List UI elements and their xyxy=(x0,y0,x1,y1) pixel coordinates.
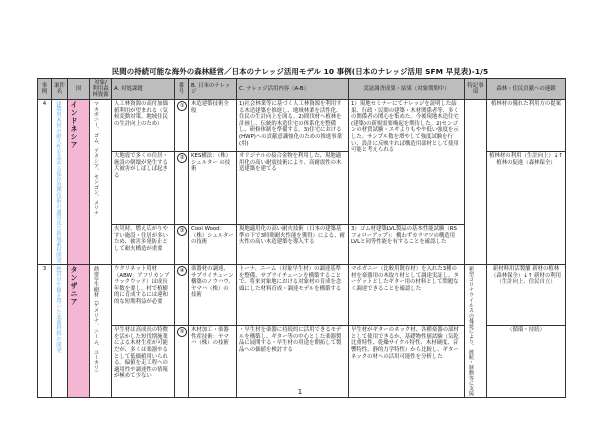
header-content: C. ナレッジ活用内容（A-B） xyxy=(237,79,349,100)
knowledge-cell: Cool Wood：（株）シェルター の技術 xyxy=(189,225,237,265)
country-name: タンザニア xyxy=(70,266,78,306)
content-cell: 1)社会林業等に基づく人工林資源を利用する木造建築を推進し、地域林業を活性化、住民の生計向上を図る。2)間伐材へ植林を計画し、伝統的木造住宅の体系化を整備し、研修体制を準備する。3)住宅における(HWP)への貢献意識強化のための推進事業(用) xyxy=(237,100,349,152)
material-cell xyxy=(90,100,112,265)
link-cell: 植林材の優れた利用方の提案 xyxy=(487,100,566,152)
notes-cell xyxy=(465,265,487,398)
table-row xyxy=(38,326,566,398)
material-text: 熱帯早生樹材（ゲメリナ、ニーム、ユーカリ） xyxy=(93,266,99,376)
case-name-text: 建築用木材の耐久性を高める保存処理技術の適用及び新規素材開発 xyxy=(55,101,61,263)
number-badge: ⑤ xyxy=(177,327,187,337)
num-cell xyxy=(175,152,189,225)
notes-cell xyxy=(465,100,487,265)
header-knowledge: B. 日本のナレッジ xyxy=(189,79,237,100)
result-cell: 早生材がギターのネック材、各種楽器の部材として使用できるか、基礎物性値試験（気乾比重特性、乾燥サイクル特性、木材硬度、音響特性、静的力学特性）から比較し、ギターネックの材への活用可能性を分析した xyxy=(349,326,465,398)
challenge-cell: 火災時、燃え広がりやすい施設・住居が多いため、被害多発防止として耐火構造が重要 xyxy=(112,225,175,265)
knowledge-table xyxy=(37,78,566,398)
number-badge: ③ xyxy=(177,226,187,236)
content-cell: オリジナルの接合金物を利用した、現地適用化の高い耐震技術により、高耐震性の木造建築を建てる xyxy=(237,152,349,225)
link-cell: 植林材の利用（生計向上）↓↑ 植林の促進（森林保全） xyxy=(487,152,566,265)
num-cell xyxy=(175,225,189,265)
num-cell xyxy=(175,100,189,152)
challenge-cell: ウクリネット用材（ABW：アフリカンブラックウッド）は成長年数を要し、村で植樹的に育成するには違和的な短期利益が必要 xyxy=(112,265,175,326)
header-material: 対象/利用森林資源 xyxy=(90,79,112,100)
case-number: 4 xyxy=(38,100,52,265)
country-cell xyxy=(68,265,90,398)
knowledge-cell: KES構法：（株）シェルター の技術 xyxy=(189,152,237,225)
case-name xyxy=(52,100,68,265)
page-title: 民間の持続可能な海外の森林経営／日本のナレッジ活用モデル 10 事例(日本のナレッジ活用 SFM 早見表)-1/5 xyxy=(111,67,489,76)
knowledge-cell: 木造建築技術全般 xyxy=(189,100,237,152)
result-cell: マホガニー（比較用既存材）を入れた3種の材を楽器用の木取り材として調達実証し、ターゲットとしたギター用の材料として問題なく調達できることを確認した xyxy=(349,265,465,326)
case-name-text: 熱帯早生樹を用いた楽器材料の開発 xyxy=(55,266,61,353)
case-name xyxy=(52,265,68,398)
case-number: 3 xyxy=(38,265,52,398)
material-text: マカボニー、ゴム、アカシア、センゴン、メリナ xyxy=(93,101,99,216)
link-cell: 新材料用活製舗 新材の植林（森林保全）↓↑ 新材の利用（生計向上、住民自立） xyxy=(487,265,566,326)
num-cell xyxy=(175,326,189,398)
content-cell: 現地適用化の高い耐火技術（日本の建築基準の下で3時間耐火性能を獲得）による、耐火性の高い木造建築を導入する xyxy=(237,225,349,265)
knowledge-cell: 木材加工・楽器性産技術：ヤマハ（株）の技術 xyxy=(189,326,237,398)
header-num: 番号 xyxy=(175,79,189,100)
page-number: 1 xyxy=(297,388,303,396)
link-cell: （循環・持続） xyxy=(487,326,566,398)
header-row xyxy=(38,79,566,100)
result-cell: 3）ゴム材建築LVL製品の基本性能試験（RS フォローアップ）：構わずカラマツの構造用LVLと同等性能を有することを確認した xyxy=(349,225,465,265)
header-challenge: A. 対処課題 xyxy=(112,79,175,100)
challenge-cell: 人工林資源の高付加価値利用が望まれる（気候変動対策、地域住民の生計向上のため） xyxy=(112,100,175,152)
challenge-cell: 大地震で多くの住居・施設の倒壊が発生する大被害がしばしば起きる xyxy=(112,152,175,225)
notes-text: 新型コロナウイルスの蔓延により、渡航・移動等に支障 xyxy=(468,266,474,396)
header-no: 事例 xyxy=(38,79,52,100)
table-row xyxy=(38,265,566,326)
table-row xyxy=(38,100,566,152)
header-notes: 特記事項 xyxy=(465,79,487,100)
header-country: 国 xyxy=(68,79,90,100)
challenge-cell: 早生材は高成長の特徴を活かした短伐期施業による木材生産が可能だが、多くは楽器やるとして低価値用いられる。偏値を走工程への適用性や調達性の情報が極めて少ない xyxy=(112,326,175,398)
knowledge-cell: 楽器材の調達、サプライチェーン構築のノウハウ、ヤマハ（株）の技術 xyxy=(189,265,237,326)
country-cell xyxy=(68,100,90,265)
result-cell: 1）現地セミナーにてナレッジを説明した結果、行政・民間の建築・木材関係者等、多くの関係者の関心を集めた。今後現地木造住宅(建築)の新規需要喚起を期待した。2)センゴンの材質試験・スギよりもやや低い強度を示した。サンプル数を増やして強度試験を行い、設計に反映すれば構造用部材として使用可能と考えられる xyxy=(349,100,465,225)
number-badge: ④ xyxy=(177,266,187,276)
country-name: インドネシア xyxy=(70,101,78,149)
header-link: 森林・住民貢献への連鎖 xyxy=(487,79,566,100)
content-cell: ・早生材を楽器に持続的に活用できるモデルを構築し、ギター等の中心とした楽器製品に展開する・早生材の用途を開拓して製品への価値を検討する xyxy=(237,326,349,398)
content-cell: トーナ、ニーム（対象早生材）の調達基準を整備、サプライチェーンを構築することで、将来対象地における対象材の育成を念頭にした材料育成・調達モデルを構築する xyxy=(237,265,349,326)
number-badge: ② xyxy=(177,153,187,163)
table-row xyxy=(38,152,566,225)
number-badge: ① xyxy=(177,101,187,111)
num-cell xyxy=(175,265,189,326)
header-case: 案件名 xyxy=(52,79,68,100)
material-cell xyxy=(90,265,112,398)
header-result: 実証調査成果・結果（対象期間中） xyxy=(349,79,465,100)
